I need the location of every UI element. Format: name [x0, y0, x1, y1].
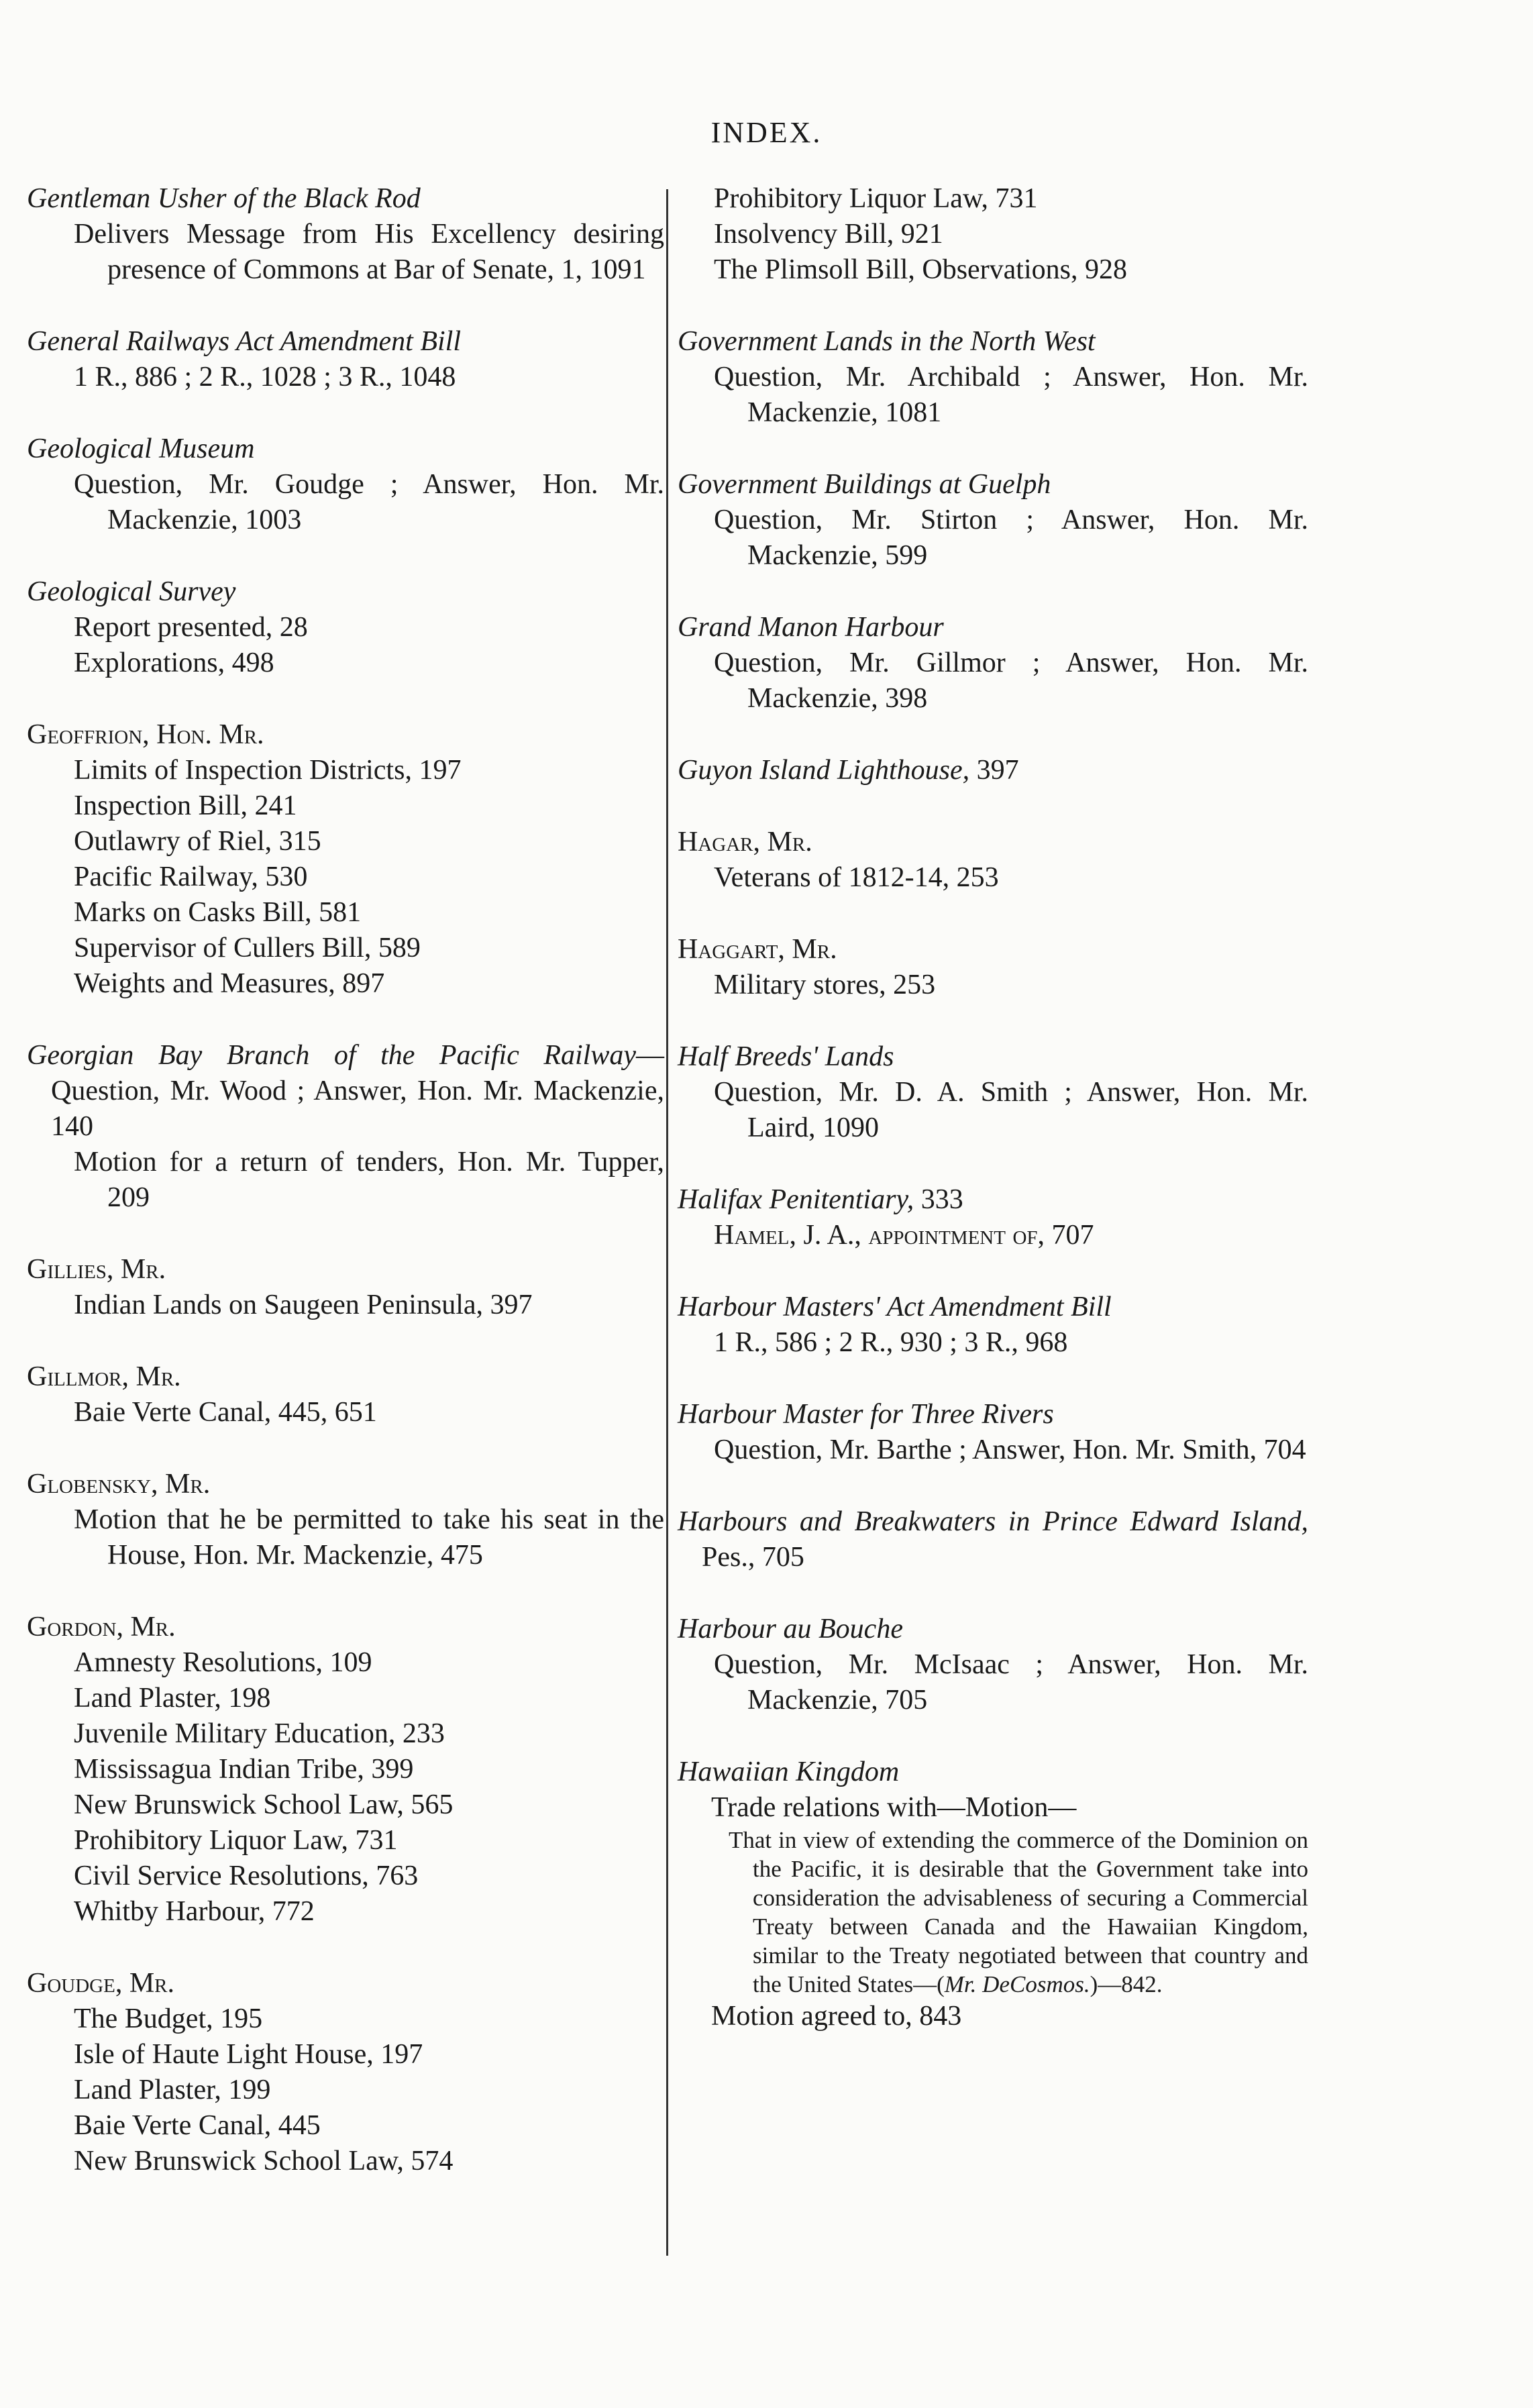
entry-heading: Geoffrion, Hon. Mr. — [27, 719, 264, 750]
index-entry — [27, 1359, 664, 1430]
index-entry — [678, 932, 1308, 1003]
entry-line: The Budget, 195 — [74, 2003, 263, 2034]
entry-line: Explorations, 498 — [74, 647, 274, 678]
entry-heading-line — [678, 1182, 1308, 1218]
entry-heading: Hawaiian Kingdom — [678, 1757, 900, 1787]
entry-heading: Haggart, Mr. — [678, 934, 837, 965]
entry-line: Whitby Harbour, 772 — [74, 1896, 315, 1927]
index-entry — [678, 1182, 1308, 1253]
index-entry — [27, 717, 664, 1002]
entry-line: Mississagua Indian Tribe, 399 — [74, 1754, 414, 1785]
index-entry — [678, 753, 1308, 788]
index-entry — [678, 1612, 1308, 1718]
entry-heading-rest: 333 — [914, 1184, 963, 1215]
entry-heading: Hagar, Mr. — [678, 827, 812, 857]
index-entry — [678, 610, 1308, 717]
index-entry — [678, 1290, 1308, 1361]
entry-line: New Brunswick School Law, 574 — [74, 2146, 454, 2177]
entry-heading-line — [678, 753, 1308, 788]
entry-line: Question, Mr. Goudge ; Answer, Hon. Mr. Mackenzie, 1003 — [74, 469, 664, 535]
entry-line: Military stores, 253 — [714, 970, 936, 1000]
entry-line: Pacific Railway, 530 — [74, 861, 308, 892]
index-entry-continued — [678, 181, 1308, 288]
entry-heading: Geological Museum — [27, 433, 255, 464]
index-entry — [27, 181, 664, 288]
entry-heading: Halifax Penitentiary, — [678, 1184, 914, 1215]
entry-line: Delivers Message from His Excellency desiring presence of Commons at Bar of Senate, 1, 1091 — [74, 219, 664, 285]
index-entry — [27, 431, 664, 538]
entry-heading: Gordon, Mr. — [27, 1612, 176, 1642]
entry-heading: Harbours and Breakwaters in Prince Edward Island, — [678, 1506, 1308, 1537]
index-entry — [27, 1252, 664, 1323]
motion-quote-end: )—842. — [1090, 1971, 1163, 1997]
entry-line: Prohibitory Liquor Law, 731 — [74, 1825, 398, 1856]
entry-line: Question, Mr. D. A. Smith ; Answer, Hon. Mr. Laird, 1090 — [714, 1077, 1308, 1143]
index-entry — [27, 1966, 664, 2179]
entry-heading-rest: —Question, Mr. Wood ; Answer, Hon. Mr. Mackenzie, 140 — [51, 1040, 664, 1142]
index-entry — [27, 324, 664, 395]
page-title: INDEX. — [710, 116, 823, 149]
entry-heading: Gillmor, Mr. — [27, 1361, 181, 1392]
entry-line: Motion that he be permitted to take his seat in the House, Hon. Mr. Mackenzie, 475 — [74, 1504, 664, 1571]
entry-heading-line — [27, 1038, 664, 1145]
entry-line: Land Plaster, 198 — [74, 1683, 271, 1714]
entry-line: Question, Mr. Gillmor ; Answer, Hon. Mr. Mackenzie, 398 — [714, 647, 1308, 714]
entry-heading: Harbour Master for Three Rivers — [678, 1399, 1054, 1430]
entry-line: Question, Mr. Archibald ; Answer, Hon. Mr. Mackenzie, 1081 — [714, 362, 1308, 428]
entry-heading: Gentleman Usher of the Black Rod — [27, 183, 421, 214]
entry-line: Baie Verte Canal, 445, 651 — [74, 1397, 377, 1428]
entry-line: Baie Verte Canal, 445 — [74, 2110, 321, 2141]
index-entry — [678, 1039, 1308, 1146]
entry-line: 1 R., 586 ; 2 R., 930 ; 3 R., 968 — [714, 1327, 1068, 1358]
entry-line: Marks on Casks Bill, 581 — [74, 897, 362, 928]
entry-heading: Harbour Masters' Act Amendment Bill — [678, 1292, 1112, 1322]
entry-line: Question, Mr. McIsaac ; Answer, Hon. Mr. Mackenzie, 705 — [714, 1649, 1308, 1716]
entry-heading: Government Lands in the North West — [678, 326, 1096, 357]
entry-heading: Harbour au Bouche — [678, 1614, 903, 1644]
index-entry — [27, 1610, 664, 1930]
entry-line: Prohibitory Liquor Law, 731 — [714, 183, 1038, 214]
entry-line: Report presented, 28 — [74, 612, 308, 643]
motion-quote-text: That in view of extending the commerce of the Dominion on the Pacific, it is desirable that the Government take into consideration the advisableness of securing a Commercial Treaty between Canada and the Hawaiian Kingdom, similar to the Treaty negotiated between that country and the United States—( — [729, 1827, 1308, 1997]
entry-line: New Brunswick School Law, 565 — [74, 1789, 454, 1820]
entry-heading: Grand Manon Harbour — [678, 612, 944, 643]
index-entry — [678, 1504, 1308, 1575]
index-entry — [678, 467, 1308, 574]
entry-heading: General Railways Act Amendment Bill — [27, 326, 462, 357]
entry-line: 1 R., 886 ; 2 R., 1028 ; 3 R., 1048 — [74, 362, 456, 392]
entry-heading: Globensky, Mr. — [27, 1469, 211, 1500]
index-entry — [27, 574, 664, 681]
entry-line: Isle of Haute Light House, 197 — [74, 2039, 423, 2070]
index-column-left — [27, 181, 664, 2215]
entry-line: Motion for a return of tenders, Hon. Mr. Tupper, 209 — [74, 1147, 664, 1213]
entry-line: Hamel, J. A., appointment of, 707 — [714, 1220, 1094, 1251]
entry-line: Motion agreed to, 843 — [711, 2001, 962, 2032]
entry-line: Land Plaster, 199 — [74, 2075, 271, 2105]
entry-line: Question, Mr. Stirton ; Answer, Hon. Mr. Mackenzie, 599 — [714, 505, 1308, 571]
entry-line: Juvenile Military Education, 233 — [74, 1718, 445, 1749]
index-entry — [27, 1467, 664, 1573]
entry-heading: Goudge, Mr. — [27, 1968, 175, 1999]
index-entry — [678, 1755, 1308, 2034]
entry-heading: Georgian Bay Branch of the Pacific Railway — [27, 1040, 636, 1071]
entry-line: Inspection Bill, 241 — [74, 790, 297, 821]
entry-line: Supervisor of Cullers Bill, 589 — [74, 933, 421, 963]
entry-line: Insolvency Bill, 921 — [714, 219, 943, 250]
entry-heading: Government Buildings at Guelph — [678, 469, 1051, 500]
entry-heading: Geological Survey — [27, 576, 236, 607]
entry-line: Question, Mr. Barthe ; Answer, Hon. Mr. Smith, 704 — [714, 1434, 1306, 1465]
entry-line: Veterans of 1812-14, 253 — [714, 862, 999, 893]
index-entry — [678, 1397, 1308, 1468]
index-entry — [27, 1038, 664, 1216]
entry-heading-line — [678, 1504, 1308, 1575]
entry-line: Limits of Inspection Districts, 197 — [74, 755, 462, 786]
entry-line: Outlawry of Riel, 315 — [74, 826, 321, 857]
index-entry — [678, 324, 1308, 431]
index-entry — [678, 825, 1308, 896]
entry-line: Amnesty Resolutions, 109 — [74, 1647, 372, 1678]
motion-quote — [678, 1826, 1308, 1999]
entry-line: Indian Lands on Saugeen Peninsula, 397 — [74, 1290, 533, 1320]
entry-heading: Guyon Island Lighthouse, — [678, 755, 970, 786]
entry-line: Civil Service Resolutions, 763 — [74, 1861, 419, 1891]
index-column-right — [678, 181, 1308, 2071]
entry-heading-rest: Pes., 705 — [702, 1542, 804, 1573]
entry-heading: Half Breeds' Lands — [678, 1041, 894, 1072]
motion-mover: Mr. DeCosmos. — [944, 1971, 1090, 1997]
entry-line: The Plimsoll Bill, Observations, 928 — [714, 254, 1127, 285]
entry-heading: Gillies, Mr. — [27, 1254, 166, 1285]
entry-line: Weights and Measures, 897 — [74, 968, 385, 999]
column-divider — [666, 189, 668, 2256]
entry-heading-rest: 397 — [969, 755, 1019, 786]
entry-line: Trade relations with—Motion— — [711, 1792, 1077, 1823]
